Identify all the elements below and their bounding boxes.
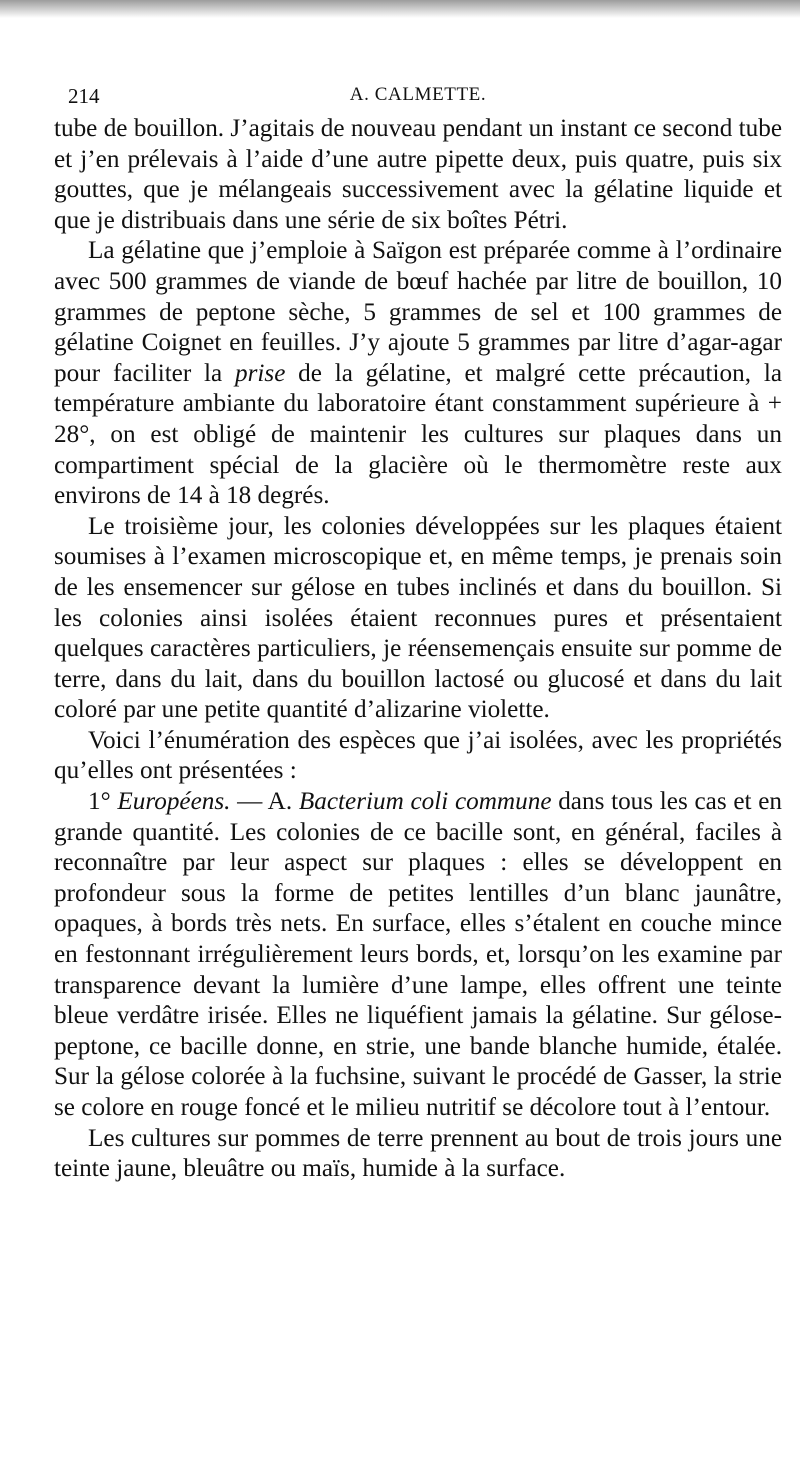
text-run: 1°	[88, 788, 118, 816]
paragraph-gelatine	[54, 236, 782, 511]
text-run: de la gélatine, et malgré cette précaution, la température ambiante du laboratoire étant constamment supérieure à + 28°, on est obligé de maintenir les cultures sur plaques dans un compartiment spécial de la glacière où le thermomètre reste aux environs de 14 à 18 degrés.	[54, 359, 782, 510]
paragraph-bacterium-coli	[54, 787, 782, 1124]
paragraph-cultures: Les cultures sur pommes de terre prennent au bout de trois jours une teinte jaune, bleuâtre ou maïs, humide à la surface.	[54, 1124, 782, 1183]
running-head: A. CALMETTE.	[349, 84, 487, 105]
italic-term: prise	[235, 359, 286, 387]
italic-species-name: Bacterium coli commune	[298, 788, 552, 816]
scan-edge-shadow	[0, 0, 800, 18]
page-number: 214	[68, 84, 100, 108]
paragraph-enumeration: Voici l’énumération des espèces que j’ai isolées, avec les propriétés qu’elles ont présentées :	[54, 726, 782, 785]
paragraph-continuation: tube de bouillon. J’agitais de nouveau pendant un instant ce second tube et j’en prélevais à l’aide d’une autre pipette deux, puis quatre, puis six gouttes, que je mélangeais successivement avec la gélatine liquide et que je distribuais dans une série de six boîtes Pétri.	[54, 115, 782, 234]
book-page	[54, 84, 782, 1185]
italic-heading: Européens.	[117, 788, 231, 816]
body-text	[54, 114, 782, 1185]
text-run: La gélatine que j’emploie à Saïgon est préparée comme à l’ordinaire avec 500 grammes de viande de bœuf hachée par litre de bouillon, 10 grammes de peptone sèche, 5 grammes de sel et 100 grammes de gélatine Coignet en feuilles. J’y ajoute 5 grammes par litre d’agar-agar pour faciliter la	[54, 237, 782, 387]
paragraph-colonies: Le troisième jour, les colonies développées sur les plaques étaient soumises à l’examen microscopique et, en même temps, je prenais soin de les ensemencer sur gélose en tubes inclinés et dans du bouillon. Si les colonies ainsi isolées étaient reconnues pures et présentaient quelques caractères particuliers, je réensemençais ensuite sur pomme de terre, dans du lait, dans du bouillon lactosé ou glucosé et dans du lait coloré par une petite quantité d’alizarine violette.	[54, 512, 782, 724]
page-header	[54, 84, 782, 114]
text-run: dans tous les cas et en grande quantité. Les colonies de ce bacille sont, en général, faciles à reconnaître par leur aspect sur plaques : elles se développent en profondeur sous la forme de petites lentilles d’un blanc jaunâtre, opaques, à bords très nets. En surface, elles s’étalent en couche mince en festonnant irrégulièrement leurs bords, et, lorsqu’on les examine par transparence devant la lumière d’une lampe, elles offrent une teinte bleue verdâtre irisée. Elles ne liquéfient jamais la gélatine. Sur gélose-peptone, ce bacille donne, en strie, une bande blanche humide, étalée. Sur la gélose colorée à la fuchsine, suivant le procédé de Gasser, la strie se colore en rouge foncé et le milieu nutritif se décolore tout à l’entour.	[54, 788, 782, 1121]
text-run: — A.	[230, 788, 299, 816]
